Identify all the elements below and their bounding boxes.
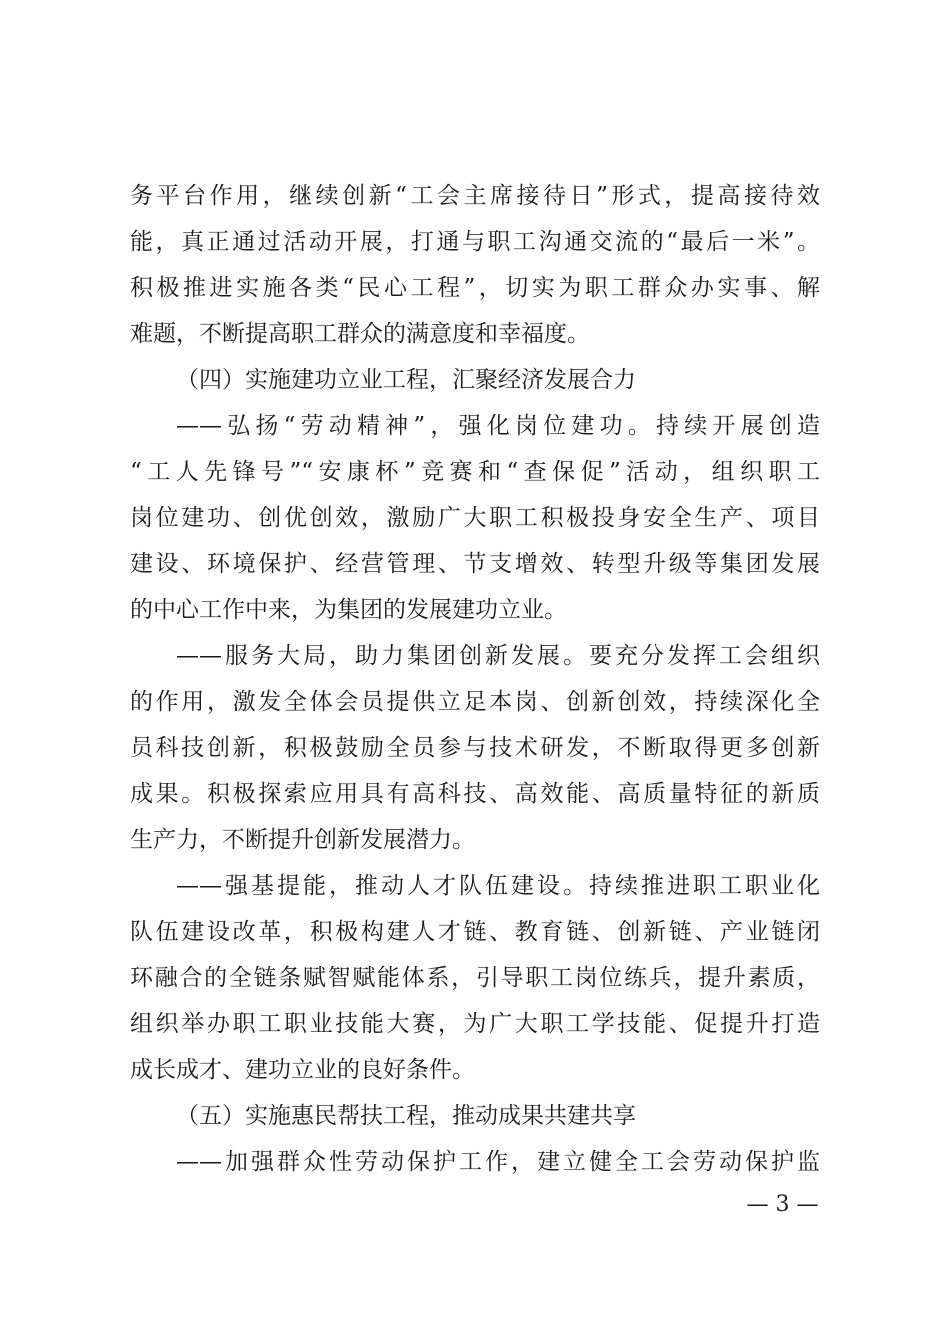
paragraph-line: 组织举办职工职业技能大赛，为广大职工学技能、促提升打造 xyxy=(130,1011,820,1037)
paragraph-line: 建设、环境保护、经营管理、节支增效、转型升级等集团发展 xyxy=(130,551,820,577)
paragraph-line: 环融合的全链条赋智赋能体系，引导职工岗位练兵，提升素质， xyxy=(130,965,820,991)
paragraph-line: 成长成才、建功立业的良好条件。 xyxy=(130,1057,475,1083)
paragraph-line: ——强基提能，推动人才队伍建设。持续推进职工职业化 xyxy=(176,873,820,899)
paragraph-line: 成果。积极探索应用具有高科技、高效能、高质量特征的新质 xyxy=(130,781,820,807)
paragraph-line: 队伍建设改革，积极构建人才链、教育链、创新链、产业链闭 xyxy=(130,919,820,945)
paragraph-line: ——服务大局，助力集团创新发展。要充分发挥工会组织 xyxy=(176,643,820,669)
paragraph-line: ——加强群众性劳动保护工作，建立健全工会劳动保护监 xyxy=(176,1149,820,1175)
paragraph-line: 员科技创新，积极鼓励全员参与技术研发，不断取得更多创新 xyxy=(130,735,820,761)
paragraph-line: 的中心工作中来，为集团的发展建功立业。 xyxy=(130,597,567,623)
paragraph-line: 积极推进实施各类“民心工程”，切实为职工群众办实事、解 xyxy=(130,275,820,301)
paragraph-line: 生产力，不断提升创新发展潜力。 xyxy=(130,827,475,853)
paragraph-line: 岗位建功、创优创效，激励广大职工积极投身安全生产、项目 xyxy=(130,505,820,531)
paragraph-line: “工人先锋号”“安康杯”竞赛和“查保促”活动，组织职工 xyxy=(130,459,820,485)
paragraph-line: ——弘扬“劳动精神”，强化岗位建功。持续开展创造 xyxy=(176,413,820,439)
paragraph-line: 的作用，激发全体会员提供立足本岗、创新创效，持续深化全 xyxy=(130,689,820,715)
paragraph-line: 务平台作用，继续创新“工会主席接待日”形式，提高接待效 xyxy=(130,183,820,209)
paragraph-line: 能，真正通过活动开展，打通与职工沟通交流的“最后一米”。 xyxy=(130,229,820,255)
page-number: — 3 — xyxy=(746,1192,819,1217)
section-heading: （五）实施惠民帮扶工程，推动成果共建共享 xyxy=(176,1103,636,1129)
paragraph-line: 难题，不断提高职工群众的满意度和幸福度。 xyxy=(130,321,590,347)
section-heading: （四）实施建功立业工程，汇聚经济发展合力 xyxy=(176,367,636,393)
